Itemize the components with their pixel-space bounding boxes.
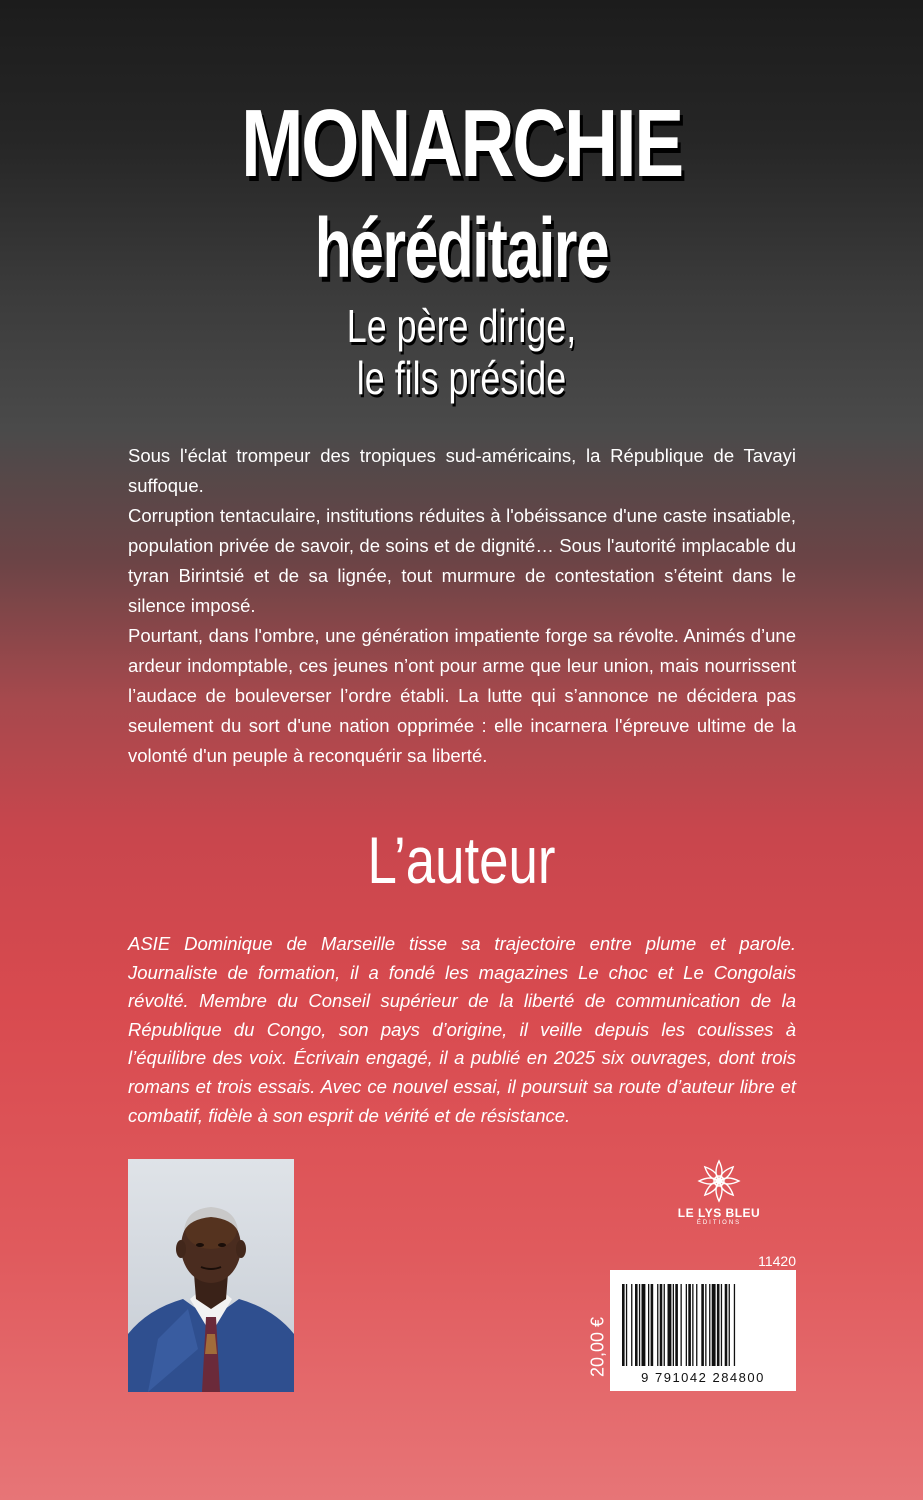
barcode-bar (651, 1284, 654, 1366)
barcode-bar (686, 1284, 687, 1366)
price-text: 20,00 € (587, 1316, 608, 1378)
barcode-bar (729, 1284, 730, 1366)
author-photo (128, 1159, 294, 1392)
publisher-subtitle: ÉDITIONS (696, 1220, 742, 1226)
barcode-bar (648, 1284, 649, 1366)
lotus-flower-icon (696, 1158, 742, 1204)
barcode-bar (668, 1284, 672, 1366)
barcode-bar (657, 1284, 658, 1366)
barcode-bar (664, 1284, 665, 1366)
barcode-bar (660, 1284, 663, 1366)
barcode-bar (681, 1284, 682, 1366)
publisher-name: LE LYS BLEU (677, 1206, 761, 1220)
title-monarchie: MONARCHIE (241, 90, 682, 197)
barcode-bar (692, 1284, 693, 1366)
product-code: 11420 (758, 1253, 796, 1269)
synopsis-paragraph: Pourtant, dans l'ombre, une génération impatiente forge sa révolte. Animés d’une ardeur indomptable, ces jeunes n’ont pour arme que leur union, mais nourrissent l’audace de bouleverser l’ordre établi. La lutte qui s’annonce ne décidera pas seulement du sort d'une nation opprimée : elle incarnera l'épreuve ultime de la volonté d'un peuple à reconquérir sa liberté. (128, 625, 796, 766)
barcode-bar (675, 1284, 678, 1366)
barcode-bar (712, 1284, 716, 1366)
barcode-bar (673, 1284, 674, 1366)
author-portrait-image (128, 1159, 294, 1392)
barcode-bar (709, 1284, 710, 1366)
barcode-bar (631, 1284, 632, 1366)
barcode-bar (639, 1284, 640, 1366)
isbn-number: 9 791042 284800 (641, 1370, 765, 1385)
tagline-line: Le père dirige, (346, 300, 577, 352)
tagline (102, 300, 822, 404)
barcode-bar (734, 1284, 735, 1366)
synopsis-paragraph: Sous l'éclat trompeur des tropiques sud-américains, la République de Tavayi suffoque. (128, 445, 796, 496)
tagline-line: le fils préside (356, 352, 567, 404)
barcode-bar (635, 1284, 638, 1366)
publisher-logo (664, 1158, 774, 1226)
synopsis (128, 441, 796, 771)
barcode-bar (626, 1284, 627, 1366)
synopsis-paragraph: Corruption tentaculaire, institutions réduites à l'obéissance d'une caste insatiable, population privée de savoir, de soins et de dignité… Sous l'autorité implacable du tyran Birintsié et de sa lignée, tout murmure de contestation s’éteint dans le silence imposé. (128, 505, 796, 616)
title-hereditaire: héréditaire (314, 201, 609, 295)
barcode (610, 1270, 796, 1391)
barcode-bar (717, 1284, 720, 1366)
barcode-bar (688, 1284, 691, 1366)
barcode-bar (725, 1284, 728, 1366)
author-heading: L’auteur (367, 823, 556, 897)
barcode-bar (642, 1284, 646, 1366)
barcode-bar (701, 1284, 704, 1366)
barcode-bar (696, 1284, 697, 1366)
author-bio: ASIE Dominique de Marseille tisse sa trajectoire entre plume et parole. Journaliste de formation, il a fondé les magazines Le choc et Le Congolais révolté. Membre du Conseil supérieur de la liberté de communication de la République du Congo, son pays d’origine, il veille depuis les coulisses à l’équilibre des voix. Écrivain engagé, il a publié en 2025 six ouvrages, dont trois romans et trois essais. Avec ce nouvel essai, il poursuit sa route d’auteur libre et combatif, fidèle à son esprit de vérité et de résistance. (128, 933, 796, 1126)
barcode-bar (622, 1284, 625, 1366)
barcode-bar (721, 1284, 722, 1366)
barcode-bar (705, 1284, 706, 1366)
